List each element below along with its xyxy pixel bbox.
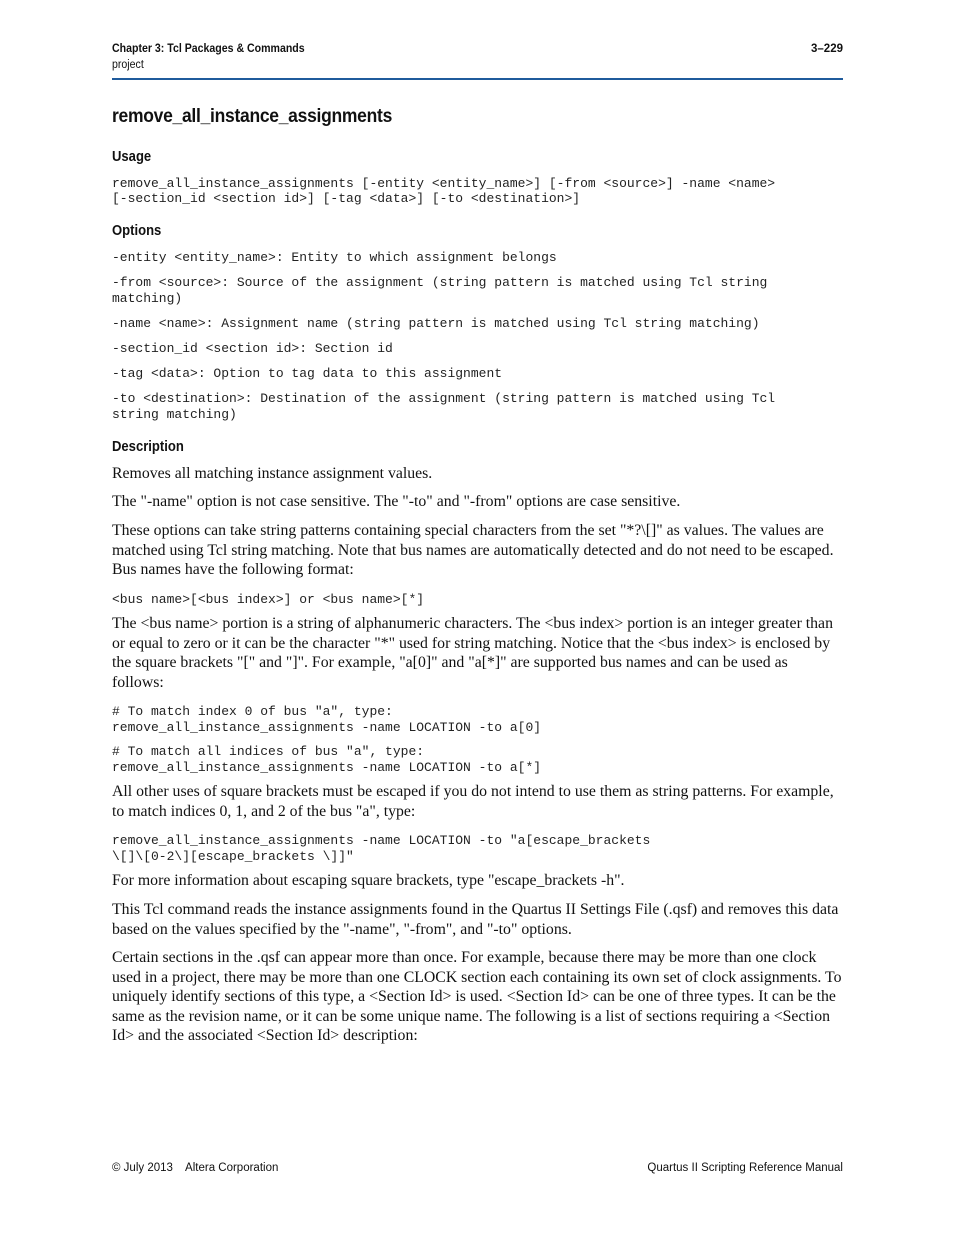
description-paragraph: This Tcl command reads the instance assignments found in the Quartus II Settings File (.qsf) and removes this data based on the values specified by the "-name", "-from", and "-to" options.: [112, 901, 839, 938]
description-paragraph: Certain sections in the .qsf can appear more than once. For example, because there may be more than one clock used in a project, there may be more than one CLOCK section each containing its own set of clock assignments. To uniquely identify sections of this type, a <Section Id> is used. <Section Id> can be one of three types. It can be the same as the revision name, or it can be some unique name. The following is a list of sections requiring a <Section Id> and the associated <Section Id> description:: [112, 949, 842, 1045]
option-from: -from <source>: Source of the assignment (string pattern is matched using Tcl string matching): [112, 275, 768, 306]
options-heading: Options: [112, 223, 162, 239]
code-example-index: # To match index 0 of bus "a", type: remove_all_instance_assignments -name LOCATION -to a[0]: [112, 704, 542, 735]
description-paragraph: The <bus name> portion is a string of alphanumeric characters. The <bus index> portion is an integer greater than or equal to zero or it can be the character "*" used for string matching. Notice that the <bus index> is enclosed by the square brackets "[" and "]". For example, "a[0]" and "a[*]" are supported bus names and can be used as follows:: [112, 615, 833, 691]
section-name: project: [112, 59, 144, 71]
description-heading: Description: [112, 439, 184, 455]
code-example-all-indices: # To match all indices of bus "a", type: remove_all_instance_assignments -name LOCATION -to a[*]: [112, 744, 542, 775]
usage-line-2: [-section_id <section id>] [-tag <data>] [-to <destination>]: [112, 191, 581, 206]
option-tag: -tag <data>: Option to tag data to this assignment: [112, 366, 503, 381]
option-to: -to <destination>: Destination of the assignment (string pattern is matched using Tcl string matching): [112, 391, 776, 422]
footer-manual-title: Quartus II Scripting Reference Manual: [647, 1162, 843, 1174]
description-paragraph: All other uses of square brackets must be escaped if you do not intend to use them as string patterns. For example, to match indices 0, 1, and 2 of the bus "a", type:: [112, 783, 834, 820]
code-example-escape: remove_all_instance_assignments -name LOCATION -to "a[escape_brackets \[]\[0-2\][escape_brackets \]]": [112, 833, 651, 864]
description-paragraph: The "-name" option is not case sensitive. The "-to" and "-from" options are case sensitive.: [112, 493, 681, 510]
description-paragraph: These options can take string patterns containing special characters from the set "*?\[]" as values. The values are matched using Tcl string matching. Note that bus names are automatically detected and do not need to be escaped. Bus names have the following format:: [112, 522, 834, 579]
description-paragraph: Removes all matching instance assignment values.: [112, 465, 433, 482]
page-number: 3–229: [811, 43, 843, 55]
command-title: remove_all_instance_assignments: [112, 106, 393, 127]
page-header: [112, 43, 843, 80]
usage-heading: Usage: [112, 149, 152, 165]
option-entity: -entity <entity_name>: Entity to which assignment belongs: [112, 250, 557, 265]
description-paragraph: For more information about escaping square brackets, type "escape_brackets -h".: [112, 872, 625, 889]
usage-line-1: remove_all_instance_assignments [-entity <entity_name>] [-from <source>] -name <name>: [112, 176, 776, 191]
option-name: -name <name>: Assignment name (string pattern is matched using Tcl string matching): [112, 316, 760, 331]
footer-copyright: © July 2013 Altera Corporation: [112, 1162, 279, 1174]
option-section-id: -section_id <section id>: Section id: [112, 341, 393, 356]
code-example-bus-format: <bus name>[<bus index>] or <bus name>[*]: [112, 592, 425, 607]
chapter-title: Chapter 3: Tcl Packages & Commands: [112, 43, 305, 55]
